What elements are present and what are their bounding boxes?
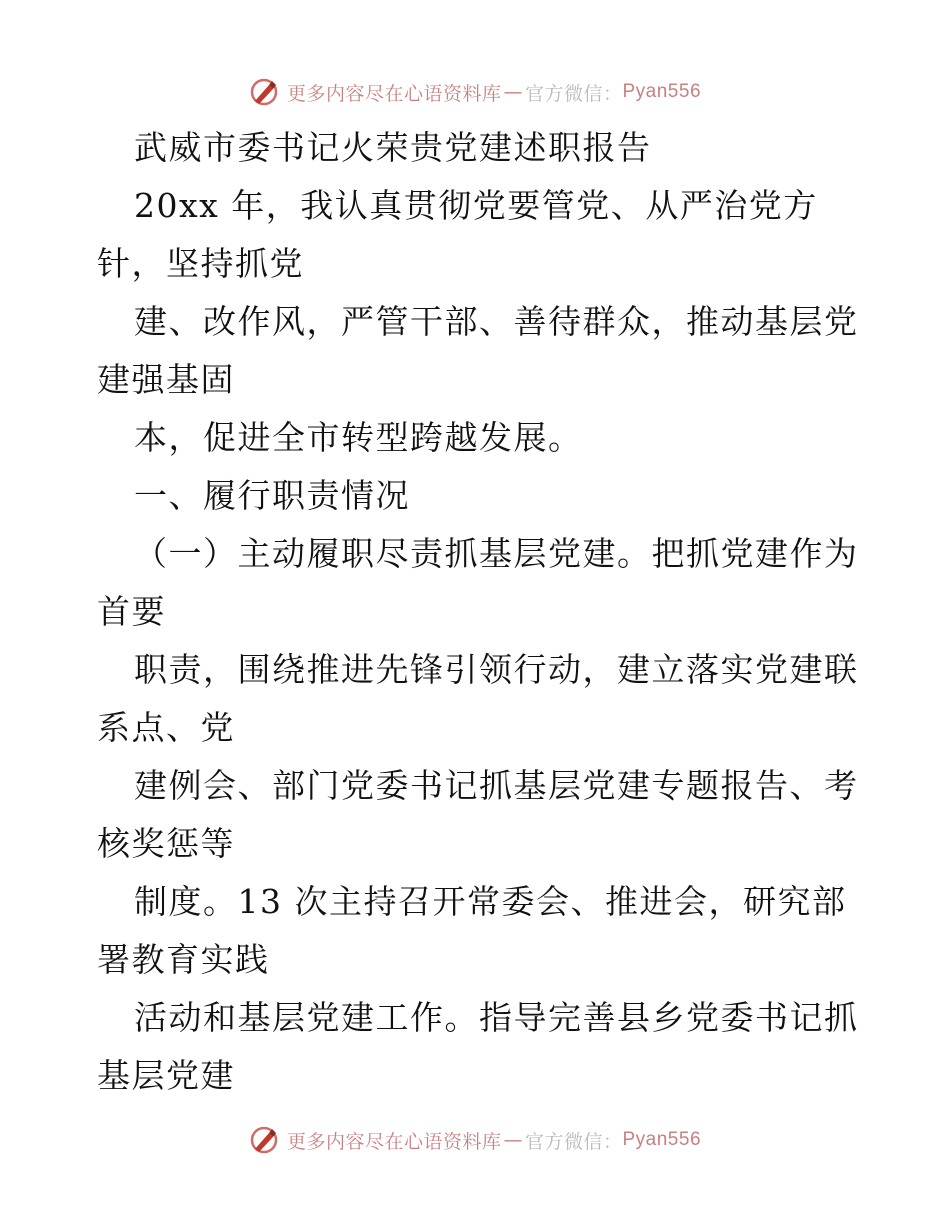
paragraph-line: （一）主动履职尽责抓基层党建。把抓党建作为 [134,534,859,573]
paragraph-line: 首要 [97,592,166,631]
paragraph-line: 建强基固 [97,360,235,399]
watermark-dash: — [503,81,523,103]
paragraph-line: 建、改作风，严管干部、善待群众，推动基层党 [134,302,859,341]
watermark-dash: — [503,1129,523,1151]
paragraph-line: 职责，围绕推进先锋引领行动，建立落实党建联 [134,650,859,689]
watermark-brand: 更多内容尽在心语资料库 [286,82,502,105]
paragraph-line: 核奖惩等 [97,824,235,863]
pen-logo-icon [249,1125,279,1155]
watermark-footer [0,1120,950,1160]
watermark-id: Pyan556 [622,1129,702,1150]
watermark-id: Pyan556 [622,81,702,102]
document-title: 武威市委书记火荣贵党建述职报告 [134,128,652,167]
pen-logo-icon [249,77,279,107]
watermark-brand: 更多内容尽在心语资料库 [286,1130,502,1153]
paragraph-line: 活动和基层党建工作。指导完善县乡党委书记抓 [134,998,859,1037]
paragraph-line: 20xx 年，我认真贯彻党要管党、从严治党方 [134,186,818,225]
section-heading: 一、履行职责情况 [134,476,410,515]
watermark-label: 官方微信： [524,1130,623,1153]
paragraph-line: 系点、党 [97,708,235,747]
paragraph-line: 基层党建 [97,1056,235,1095]
paragraph-line: 本，促进全市转型跨越发展。 [134,418,583,457]
paragraph-line: 署教育实践 [97,940,270,979]
paragraph-line: 建例会、部门党委书记抓基层党建专题报告、考 [134,766,859,805]
paragraph-line: 针，坚持抓党 [97,244,304,283]
watermark-header [0,72,950,112]
watermark-label: 官方微信： [524,82,623,105]
paragraph-line: 制度。13 次主持召开常委会、推进会，研究部 [134,882,847,921]
